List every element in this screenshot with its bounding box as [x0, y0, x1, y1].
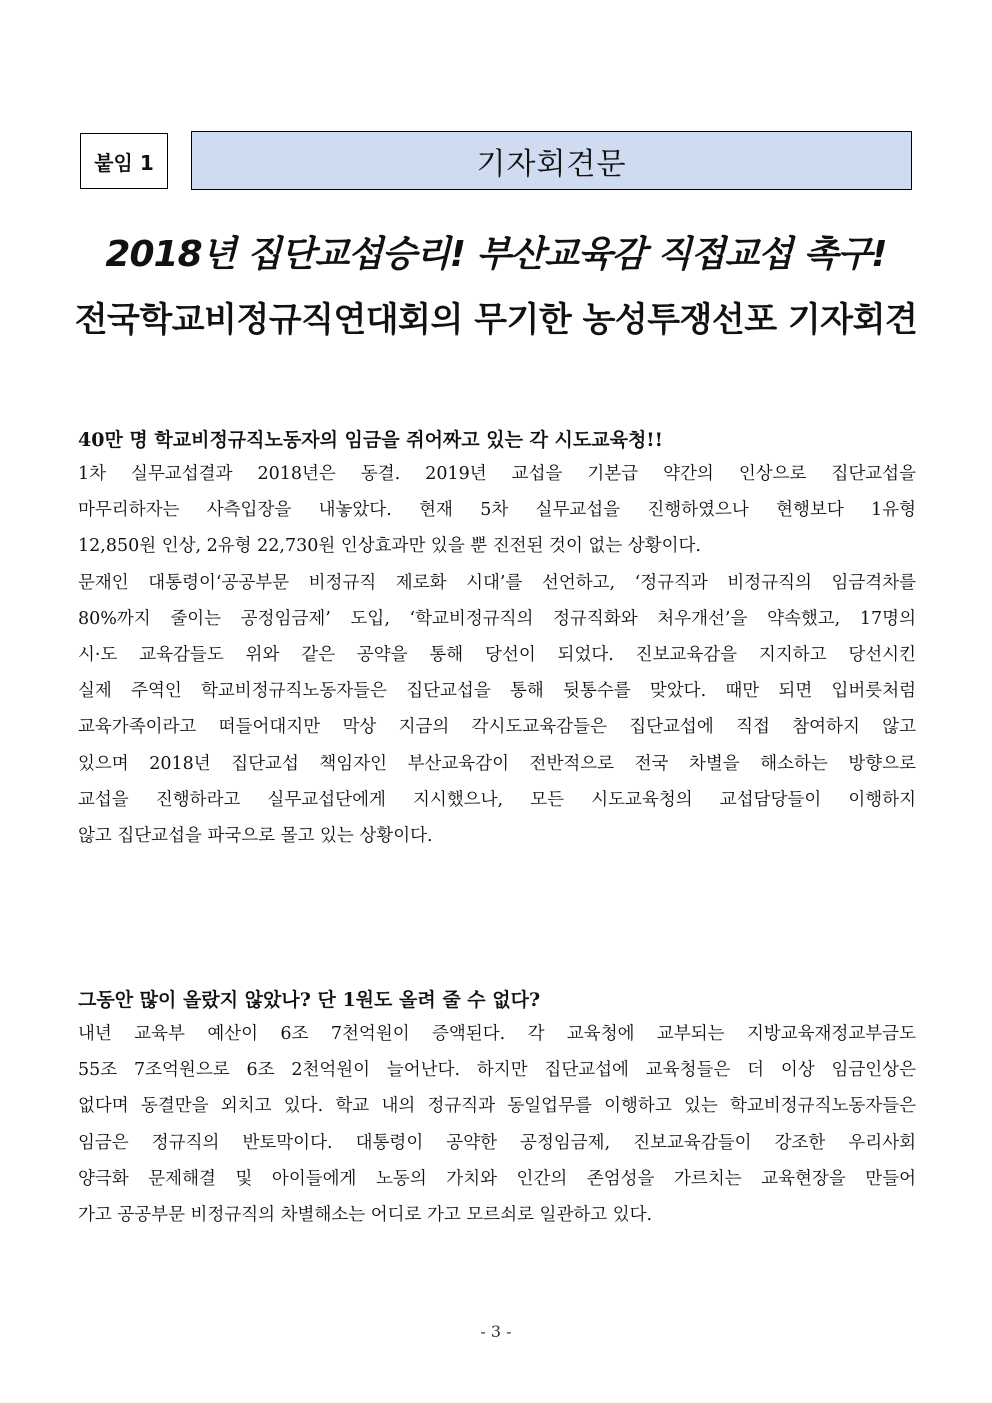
- paragraph-line: 임금은 정규직의 반토막이다. 대통령이 공약한 공정임금제, 진보교육감들이 강조한 우리사회: [78, 1132, 916, 1153]
- paragraph-line: 마무리하자는 사측입장을 내놓았다. 현재 5차 실무교섭을 진행하였으나 현행보다 1유형: [78, 500, 916, 521]
- section-title: 그동안 많이 올랐지 않았나? 단 1원도 올려 줄 수 없다?: [78, 989, 541, 1011]
- paragraph-line: 교섭을 진행하라고 실무교섭단에게 지시했으나, 모든 시도교육청의 교섭담당들이 이행하지: [78, 789, 916, 810]
- headline-line-2: 전국학교비정규직연대회의 무기한 농성투쟁선포 기자회견: [74, 300, 918, 340]
- paragraph-line: 내년 교육부 예산이 6조 7천억원이 증액된다. 각 교육청에 교부되는 지방교육재정교부금도: [78, 1024, 916, 1044]
- headline-line-1: 2018년 집단교섭승리! 부산교육감 직접교섭 촉구!: [105, 234, 887, 275]
- paragraph-line: 1차 실무교섭결과 2018년은 동결. 2019년 교섭을 기본급 약간의 인상으로 집단교섭을: [78, 464, 916, 484]
- attachment-label: 붙임 1: [80, 133, 168, 189]
- paragraph-line: 실제 주역인 학교비정규직노동자들은 집단교섭을 통해 뒷통수를 맞았다. 때만 되면 입버릇처럼: [78, 681, 916, 702]
- section-no-raise: [78, 984, 916, 1233]
- section-title: 40만 명 학교비정규직노동자의 임금을 쥐어짜고 있는 각 시도교육청!!: [78, 429, 663, 451]
- paragraph-line: 양극화 문제해결 및 아이들에게 노동의 가치와 인간의 존엄성을 가르치는 교육현장을 만들어: [78, 1168, 916, 1189]
- paragraph-line: 없다며 동결만을 외치고 있다. 학교 내의 정규직과 동일업무를 이행하고 있는 학교비정규직노동자들은: [78, 1096, 916, 1117]
- paragraph-line: 55조 7조억원으로 6조 2천억원이 늘어난다. 하지만 집단교섭에 교육청들은 더 이상 임금인상은: [78, 1060, 916, 1081]
- paragraph-line: 시·도 교육감들도 위와 같은 공약을 통해 당선이 되었다. 진보교육감을 지지하고 당선시킨: [78, 644, 916, 665]
- paragraph-line: 12,850원 인상, 2유형 22,730원 인상효과만 있을 뿐 진전된 것이 없는 상황이다.: [78, 536, 701, 557]
- banner-title: 기자회견문: [191, 131, 912, 190]
- paragraph-line: 않고 집단교섭을 파국으로 몰고 있는 상황이다.: [78, 825, 433, 846]
- paragraph-line: 교육가족이라고 떠들어대지만 막상 지금의 각시도교육감들은 집단교섭에 직접 참여하지 않고: [78, 717, 916, 738]
- paragraph-line: 80%까지 줄이는 공정임금제’ 도입, ‘학교비정규직의 정규직화와 처우개선’을 약속했고, 17명의: [78, 608, 916, 629]
- paragraph-line: 문재인 대통령이‘공공부문 비정규직 제로화 시대’를 선언하고, ‘정규직과 비정규직의 임금격차를: [78, 572, 916, 593]
- paragraph-line: 가고 공공부문 비정규직의 차별해소는 어디로 가고 모르쇠로 일관하고 있다.: [78, 1204, 653, 1225]
- paragraph-line: 있으며 2018년 집단교섭 책임자인 부산교육감이 전반적으로 전국 차별을 해소하는 방향으로: [78, 753, 916, 774]
- section-wage-squeeze: [78, 424, 916, 854]
- page-number: - 3 -: [480, 1322, 512, 1341]
